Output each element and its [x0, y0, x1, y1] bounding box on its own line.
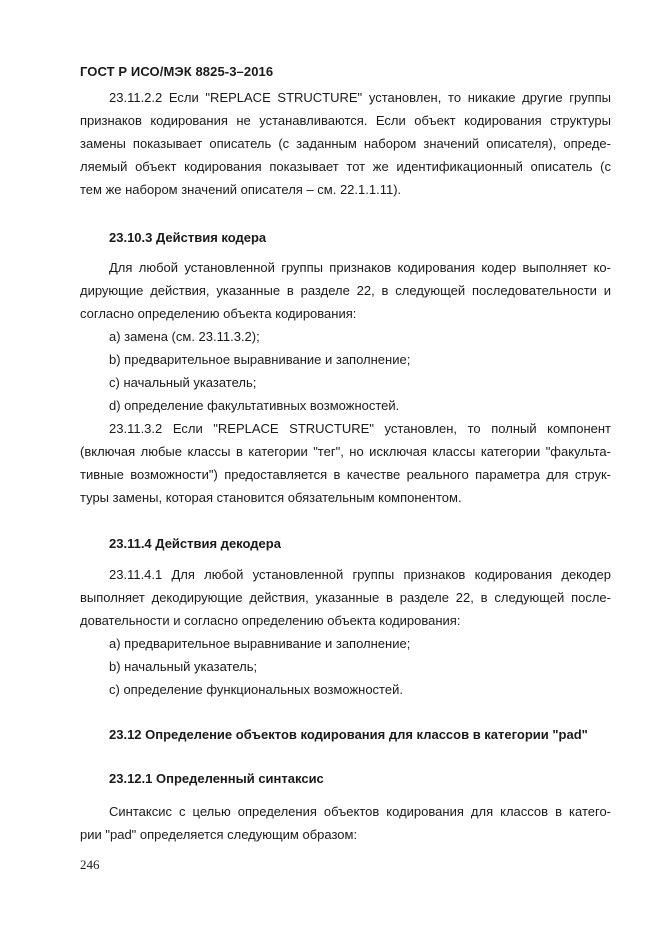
section-heading: [80, 723, 611, 746]
text-line: замены показывает описатель (с заданным набором значений описателя), опреде-: [80, 136, 611, 151]
section-heading: [80, 226, 611, 249]
text-line: выполняет декодирующие действия, указанные в разделе 22, в следующей после-: [80, 590, 611, 605]
text-line: довательности и согласно определению объекта кодирования:: [80, 613, 461, 628]
text-line: ляемый объект кодирования показывает тот же идентификационный описатель (с: [80, 159, 611, 174]
text-line: тем же набором значений описателя – см. 22.1.1.11).: [80, 182, 402, 197]
list-item: b) начальный указатель;: [109, 659, 258, 674]
heading-coder-actions: 23.10.3 Действия кодера: [109, 230, 267, 245]
text-line: (включая любые классы в категории "тег", но исключая классы категории "факульта-: [80, 444, 611, 459]
text-line: признаков кодирования не устанавливаются. Если объект кодирования структуры: [80, 113, 611, 128]
text-line: тивные возможности") предоставляется в качестве реального параметра для струк-: [80, 467, 611, 482]
text-line: 23.11.4.1 Для любой установленной группы признаков кодирования декодер: [109, 567, 611, 582]
paragraph-23-11-2-2: [80, 86, 611, 201]
list-item: c) определение функциональных возможностей.: [109, 682, 403, 697]
text-line: рии "pad" определяется следующим образом:: [80, 827, 358, 842]
text-line: Синтаксис с целью определения объектов кодирования для классов в катего-: [109, 804, 611, 819]
text-line: 23.11.3.2 Если "REPLACE STRUCTURE" установлен, то полный компонент: [109, 421, 611, 436]
heading-decoder-actions: 23.11.4 Действия декодера: [109, 536, 281, 551]
paragraph-decoder-actions: [80, 563, 611, 701]
page-number: 246: [80, 857, 100, 872]
heading-pad-category: 23.12 Определение объектов кодирования для классов в категории "pad": [109, 727, 588, 742]
list-item: d) определение факультативных возможностей.: [109, 398, 400, 413]
section-heading: [80, 767, 611, 790]
list-item: a) предварительное выравнивание и заполнение;: [109, 636, 411, 651]
list-item: b) предварительное выравнивание и заполнение;: [109, 352, 411, 367]
section-heading: [80, 532, 611, 555]
text-line: 23.11.2.2 Если "REPLACE STRUCTURE" установлен, то никакие другие группы: [109, 90, 611, 105]
text-line: согласно определению объекта кодирования:: [80, 306, 357, 321]
paragraph-coder-actions: [80, 256, 611, 509]
document-header: ГОСТ Р ИСО/МЭК 8825-3–2016: [80, 64, 274, 79]
list-item: c) начальный указатель;: [109, 375, 257, 390]
text-line: дирующие действия, указанные в разделе 22, в следующей последовательности и: [80, 283, 611, 298]
list-item: a) замена (см. 23.11.3.2);: [109, 329, 260, 344]
paragraph-defined-syntax: [80, 800, 611, 846]
text-line: туры замены, которая становится обязательным компонентом.: [80, 490, 462, 505]
text-line: Для любой установленной группы признаков кодирования кодер выполняет ко-: [109, 260, 611, 275]
heading-defined-syntax: 23.12.1 Определенный синтаксис: [109, 771, 324, 786]
